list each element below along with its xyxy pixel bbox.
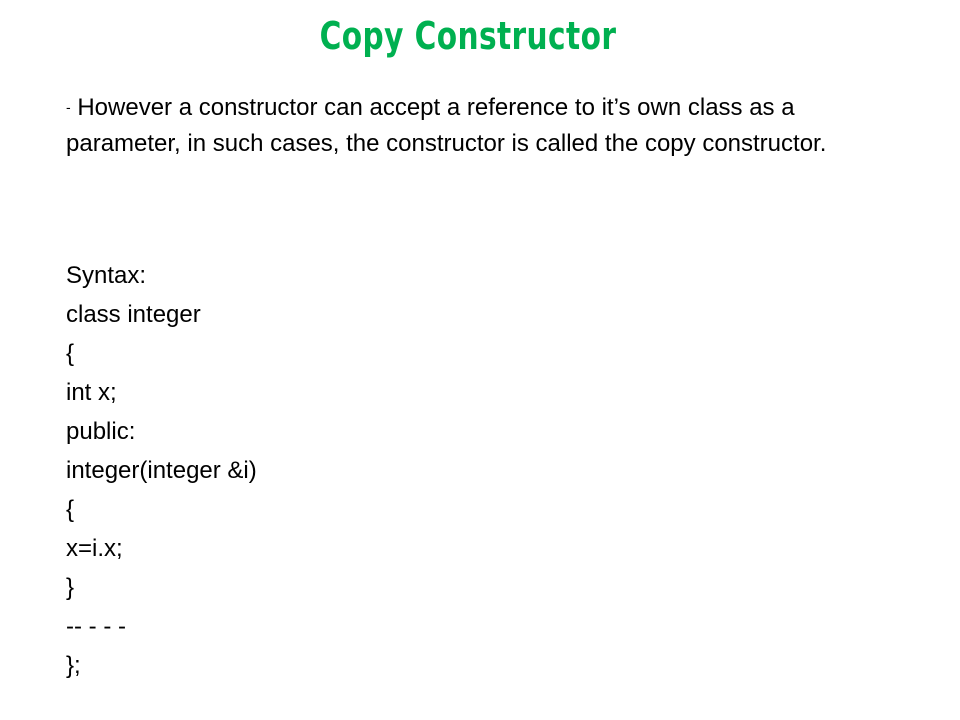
- code-line: integer(integer &i): [66, 457, 257, 484]
- slide-title: Copy Constructor: [319, 14, 617, 58]
- code-line: {: [66, 340, 75, 367]
- code-line: -- - - -: [66, 613, 126, 640]
- code-line: {: [66, 496, 75, 523]
- code-line: }: [66, 574, 75, 601]
- code-line: };: [66, 652, 81, 679]
- bullet-dash: -: [66, 99, 71, 115]
- code-line: class integer: [66, 301, 201, 328]
- code-line: Syntax:: [66, 262, 147, 289]
- code-line: int x;: [66, 379, 117, 406]
- syntax-code-block: [66, 258, 666, 687]
- intro-text: However a constructor can accept a reference to it’s own class as a parameter, in such cases, the constructor is called the copy constructor.: [66, 94, 827, 157]
- code-line: x=i.x;: [66, 535, 123, 562]
- code-line: public:: [66, 418, 136, 445]
- intro-paragraph: [66, 89, 866, 162]
